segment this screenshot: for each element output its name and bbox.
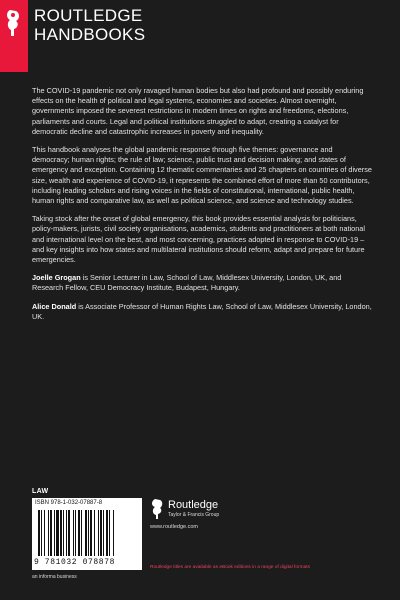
header xyxy=(0,0,400,72)
subject-label: LAW xyxy=(32,488,49,495)
paragraph-2: This handbook analyses the global pandemic response through five themes: governance and democracy; human rights; the rule of law; science, public trust and decision making; and states of emergency and exception. Containing 12 thematic commentaries and 25 chapters on countries of diverse size, wealth and experience of COVID-19, it represents the combined effort of more than 50 contributors, including leading scholars and rising voices in the fields of constitutional, international, public health, human rights and comparative law, as well as political science, and science and technology studies. xyxy=(32,145,372,206)
series-title xyxy=(34,6,145,44)
paragraph-3: Taking stock after the onset of global emergency, this book provides essential analysis for politicians, policy-makers, jurists, civil society organisations, academics, students and practitioners at both national and international level on the best, and most concerning, practices adopted in response to COVID-19 – and key insights into how states and multilateral institutions should reform, adapt and prepare for future emergencies. xyxy=(32,214,365,265)
barcode-number: 9 781032 078878 xyxy=(34,558,116,567)
publisher-name: Routledge xyxy=(168,499,219,511)
publisher-url[interactable]: www.routledge.com xyxy=(150,524,198,530)
author-name: Alice Donald xyxy=(32,301,77,311)
isbn-text: ISBN 978-1-032-07887-8 xyxy=(35,500,103,506)
routledge-logo-icon xyxy=(4,8,24,38)
barcode-box xyxy=(32,498,142,570)
series-line1: ROUTLEDGE xyxy=(34,6,143,25)
brand-block xyxy=(0,0,28,72)
publisher-group: Taylor & Francis Group xyxy=(168,512,220,518)
bio-2 xyxy=(32,302,372,322)
author-name: Joelle Grogan xyxy=(32,273,81,283)
series-line2: HANDBOOKS xyxy=(34,25,146,44)
author-bio: is Associate Professor of Human Rights Law, School of Law, Middlesex University, London, UK. xyxy=(32,301,372,321)
routledge-publisher-logo-icon xyxy=(150,498,166,520)
bio-1 xyxy=(32,273,372,293)
author-bio: is Senior Lecturer in Law, School of Law, Middlesex University, London, UK, and Research Fellow, CEU Democracy Institute, Budapest, Hungary. xyxy=(32,273,342,293)
informa-label: an informa business xyxy=(32,574,77,580)
back-cover-text xyxy=(32,86,372,330)
paragraph-1: The COVID-19 pandemic not only ravaged human bodies but also had profound and possibly enduring effects on the health of political and legal systems, economies and societies. Almost overnight, governments imposed the severest restrictions in modern times on rights and freedoms, elections, parliaments and courts. Legal and political institutions struggled to adapt, creating a catalyst for democratic decline and catastrophic increases in poverty and inequality. xyxy=(32,86,364,136)
ebook-note: Routledge titles are available as eBook editions in a range of digital formats xyxy=(150,565,310,570)
barcode-icon xyxy=(36,510,138,556)
